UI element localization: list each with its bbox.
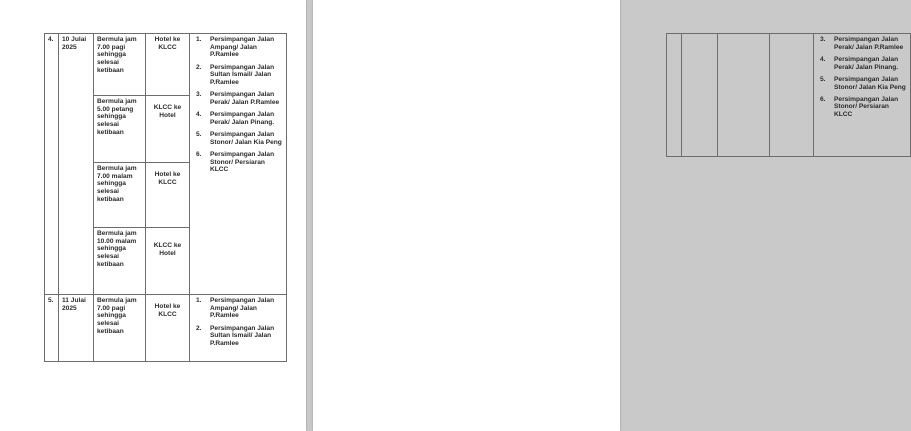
row-date: 11 Julai 2025 bbox=[59, 295, 94, 362]
list-item: 5. Persimpangan Jalan Stonor/ Jalan Kia Peng bbox=[820, 75, 906, 91]
table-row bbox=[45, 34, 287, 96]
direction-cell: Hotel ke KLCC bbox=[146, 295, 190, 362]
empty-cell bbox=[682, 34, 718, 157]
empty-cell bbox=[770, 34, 814, 157]
table-row bbox=[45, 295, 287, 362]
list-item: 6. Persimpangan Jalan Stonor/ Persiaran KLCC bbox=[820, 95, 899, 119]
list-item: 2. Persimpangan Jalan Sultan Ismail/ Jalan P.Ramlee bbox=[196, 324, 275, 348]
list-item: 3. Persimpangan Jalan Perak/ Jalan P.Ramlee bbox=[196, 91, 280, 106]
table-row bbox=[667, 34, 911, 157]
row-number: 5. bbox=[45, 295, 59, 362]
schedule-table bbox=[44, 33, 287, 362]
list-item: 1. Persimpangan Jalan Ampang/ Jalan P.Ramlee bbox=[196, 297, 275, 320]
time-cell: Bermula jam 5.00 petang sehingga selesai ketibaan bbox=[94, 96, 146, 163]
route-list bbox=[817, 36, 907, 119]
direction-cell: Hotel ke KLCC bbox=[146, 34, 190, 96]
route-cell bbox=[190, 295, 287, 362]
list-item: 6. Persimpangan Jalan Stonor/ Persiaran KLCC bbox=[196, 150, 275, 174]
time-cell: Bermula jam 7.00 malam sehingga selesai ketibaan bbox=[94, 163, 146, 228]
route-list bbox=[193, 297, 283, 348]
direction-cell: Hotel ke KLCC bbox=[146, 163, 190, 228]
document-page-left bbox=[0, 0, 306, 431]
direction-cell: KLCC ke Hotel bbox=[146, 96, 190, 163]
row-number: 4. bbox=[45, 34, 59, 295]
list-item: 3. Persimpangan Jalan Perak/ Jalan P.Ramlee bbox=[820, 36, 904, 51]
time-cell: Bermula jam 7.00 pagi sehingga selesai ketibaan bbox=[94, 34, 146, 96]
direction-cell: KLCC ke Hotel bbox=[146, 228, 190, 295]
route-list bbox=[193, 36, 283, 174]
list-item: 4. Persimpangan Jalan Perak/ Jalan Pinang. bbox=[820, 55, 899, 71]
document-page-right bbox=[313, 0, 906, 431]
list-item: 4. Persimpangan Jalan Perak/ Jalan Pinang. bbox=[196, 111, 275, 126]
list-item: 1. Persimpangan Jalan Ampang/ Jalan P.Ramlee bbox=[196, 36, 275, 59]
route-cell bbox=[814, 34, 911, 157]
list-item: 2. Persimpangan Jalan Sultan Ismail/ Jalan P.Ramlee bbox=[196, 63, 275, 87]
empty-cell bbox=[718, 34, 770, 157]
empty-cell bbox=[667, 34, 682, 157]
list-item: 5. Persimpangan Jalan Stonor/ Jalan Kia Peng bbox=[196, 131, 282, 146]
row-date: 10 Julai 2025 bbox=[59, 34, 94, 295]
route-cell bbox=[190, 34, 287, 295]
time-cell: Bermula jam 7.00 pagi sehingga selesai ketibaan bbox=[94, 295, 146, 362]
time-cell: Bermula jam 10.00 malam sehingga selesai ketibaan bbox=[94, 228, 146, 295]
schedule-table-continuation bbox=[666, 33, 911, 157]
